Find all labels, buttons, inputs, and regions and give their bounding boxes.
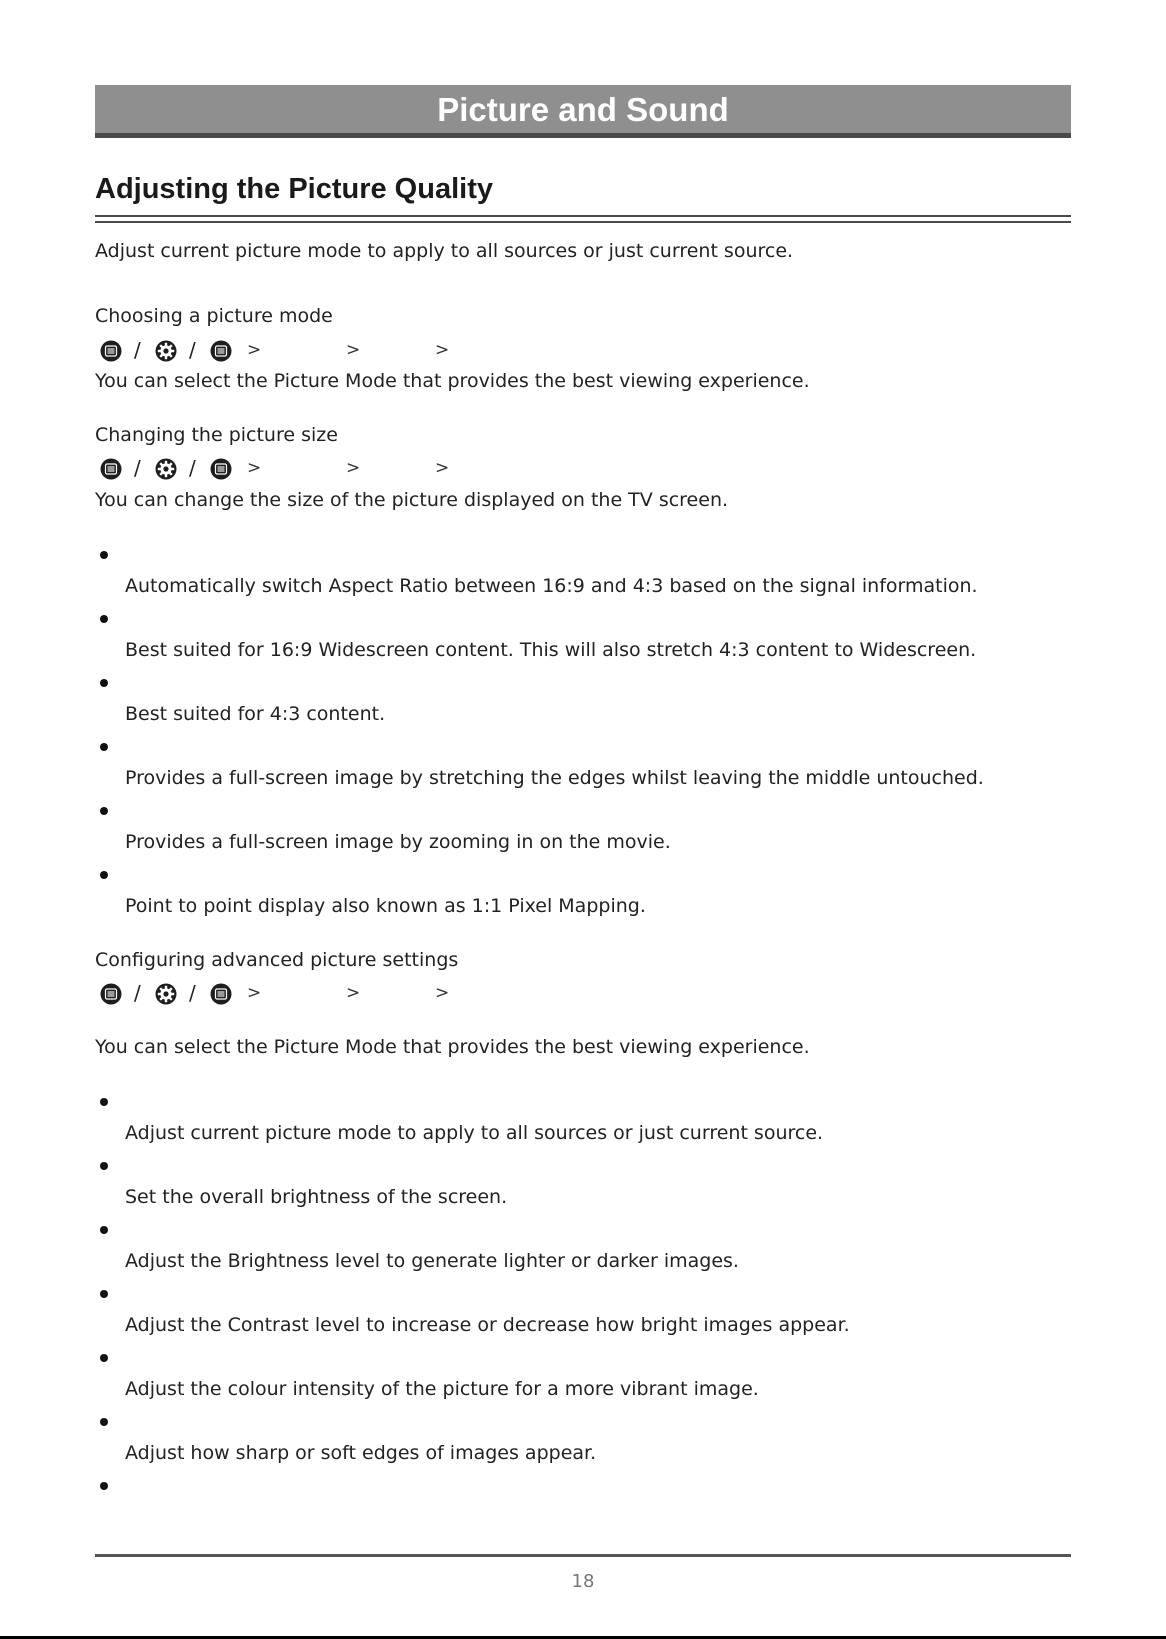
page-number: 18 <box>571 1571 595 1592</box>
picture-size-option-desc: Best suited for 16:9 Widescreen content. This will also stretch 4:3 content to Widescreen. <box>125 639 977 661</box>
path-separator: / <box>189 981 196 1005</box>
path-arrow: > <box>435 340 450 360</box>
settings-gear-icon <box>155 340 177 362</box>
picture-mode-heading: Choosing a picture mode <box>95 305 333 327</box>
picture-size-option-desc: Best suited for 4:3 content. <box>125 703 386 725</box>
section-title-underline <box>95 215 1071 223</box>
path-arrow: > <box>346 983 361 1003</box>
picture-size-menu-path <box>100 457 460 481</box>
picture-size-option-desc: Provides a full-screen image by zooming in on the movie. <box>125 831 671 853</box>
path-separator: / <box>189 338 196 362</box>
picture-mode-menu-path <box>100 339 460 363</box>
chapter-banner <box>95 85 1071 138</box>
menu-button-icon <box>100 458 122 480</box>
list-bullet <box>100 871 108 879</box>
chapter-title: Picture and Sound <box>437 90 729 128</box>
list-bullet <box>100 743 108 751</box>
list-bullet <box>100 1482 108 1490</box>
menu-button-icon <box>210 458 232 480</box>
advanced-option-desc: Adjust how sharp or soft edges of images appear. <box>125 1442 597 1464</box>
list-bullet <box>100 1418 108 1426</box>
advanced-option-desc: Set the overall brightness of the screen. <box>125 1186 508 1208</box>
list-bullet <box>100 615 108 623</box>
list-bullet <box>100 679 108 687</box>
path-separator: / <box>134 338 141 362</box>
picture-mode-description: You can select the Picture Mode that provides the best viewing experience. <box>95 370 810 392</box>
advanced-option-desc: Adjust current picture mode to apply to all sources or just current source. <box>125 1122 824 1144</box>
picture-size-description: You can change the size of the picture displayed on the TV screen. <box>95 489 729 511</box>
advanced-settings-description: You can select the Picture Mode that provides the best viewing experience. <box>95 1036 810 1058</box>
picture-size-option-desc: Provides a full-screen image by stretching the edges whilst leaving the middle untouched. <box>125 767 984 789</box>
menu-button-icon <box>100 340 122 362</box>
list-bullet <box>100 1354 108 1362</box>
advanced-option-desc: Adjust the Brightness level to generate lighter or darker images. <box>125 1250 739 1272</box>
path-arrow: > <box>247 983 262 1003</box>
path-arrow: > <box>346 340 361 360</box>
path-arrow: > <box>435 983 450 1003</box>
list-bullet <box>100 1290 108 1298</box>
settings-gear-icon <box>155 983 177 1005</box>
list-bullet <box>100 551 108 559</box>
section-title: Adjusting the Picture Quality <box>95 173 493 205</box>
path-arrow: > <box>435 458 450 478</box>
advanced-settings-menu-path <box>100 982 460 1006</box>
footer-rule <box>95 1554 1071 1557</box>
path-arrow: > <box>247 458 262 478</box>
advanced-settings-heading: Configuring advanced picture settings <box>95 949 459 971</box>
list-bullet <box>100 807 108 815</box>
advanced-option-desc: Adjust the colour intensity of the picture for a more vibrant image. <box>125 1378 759 1400</box>
picture-size-option-desc: Automatically switch Aspect Ratio between 16:9 and 4:3 based on the signal information. <box>125 575 978 597</box>
path-separator: / <box>189 456 196 480</box>
picture-size-heading: Changing the picture size <box>95 424 338 446</box>
menu-button-icon <box>210 983 232 1005</box>
menu-button-icon <box>210 340 232 362</box>
list-bullet <box>100 1162 108 1170</box>
path-separator: / <box>134 456 141 480</box>
path-separator: / <box>134 981 141 1005</box>
list-bullet <box>100 1098 108 1106</box>
picture-size-option-desc: Point to point display also known as 1:1 Pixel Mapping. <box>125 895 646 917</box>
advanced-option-desc: Adjust the Contrast level to increase or decrease how bright images appear. <box>125 1314 850 1336</box>
path-arrow: > <box>247 340 262 360</box>
settings-gear-icon <box>155 458 177 480</box>
path-arrow: > <box>346 458 361 478</box>
section-intro: Adjust current picture mode to apply to all sources or just current source. <box>95 240 794 262</box>
list-bullet <box>100 1226 108 1234</box>
menu-button-icon <box>100 983 122 1005</box>
